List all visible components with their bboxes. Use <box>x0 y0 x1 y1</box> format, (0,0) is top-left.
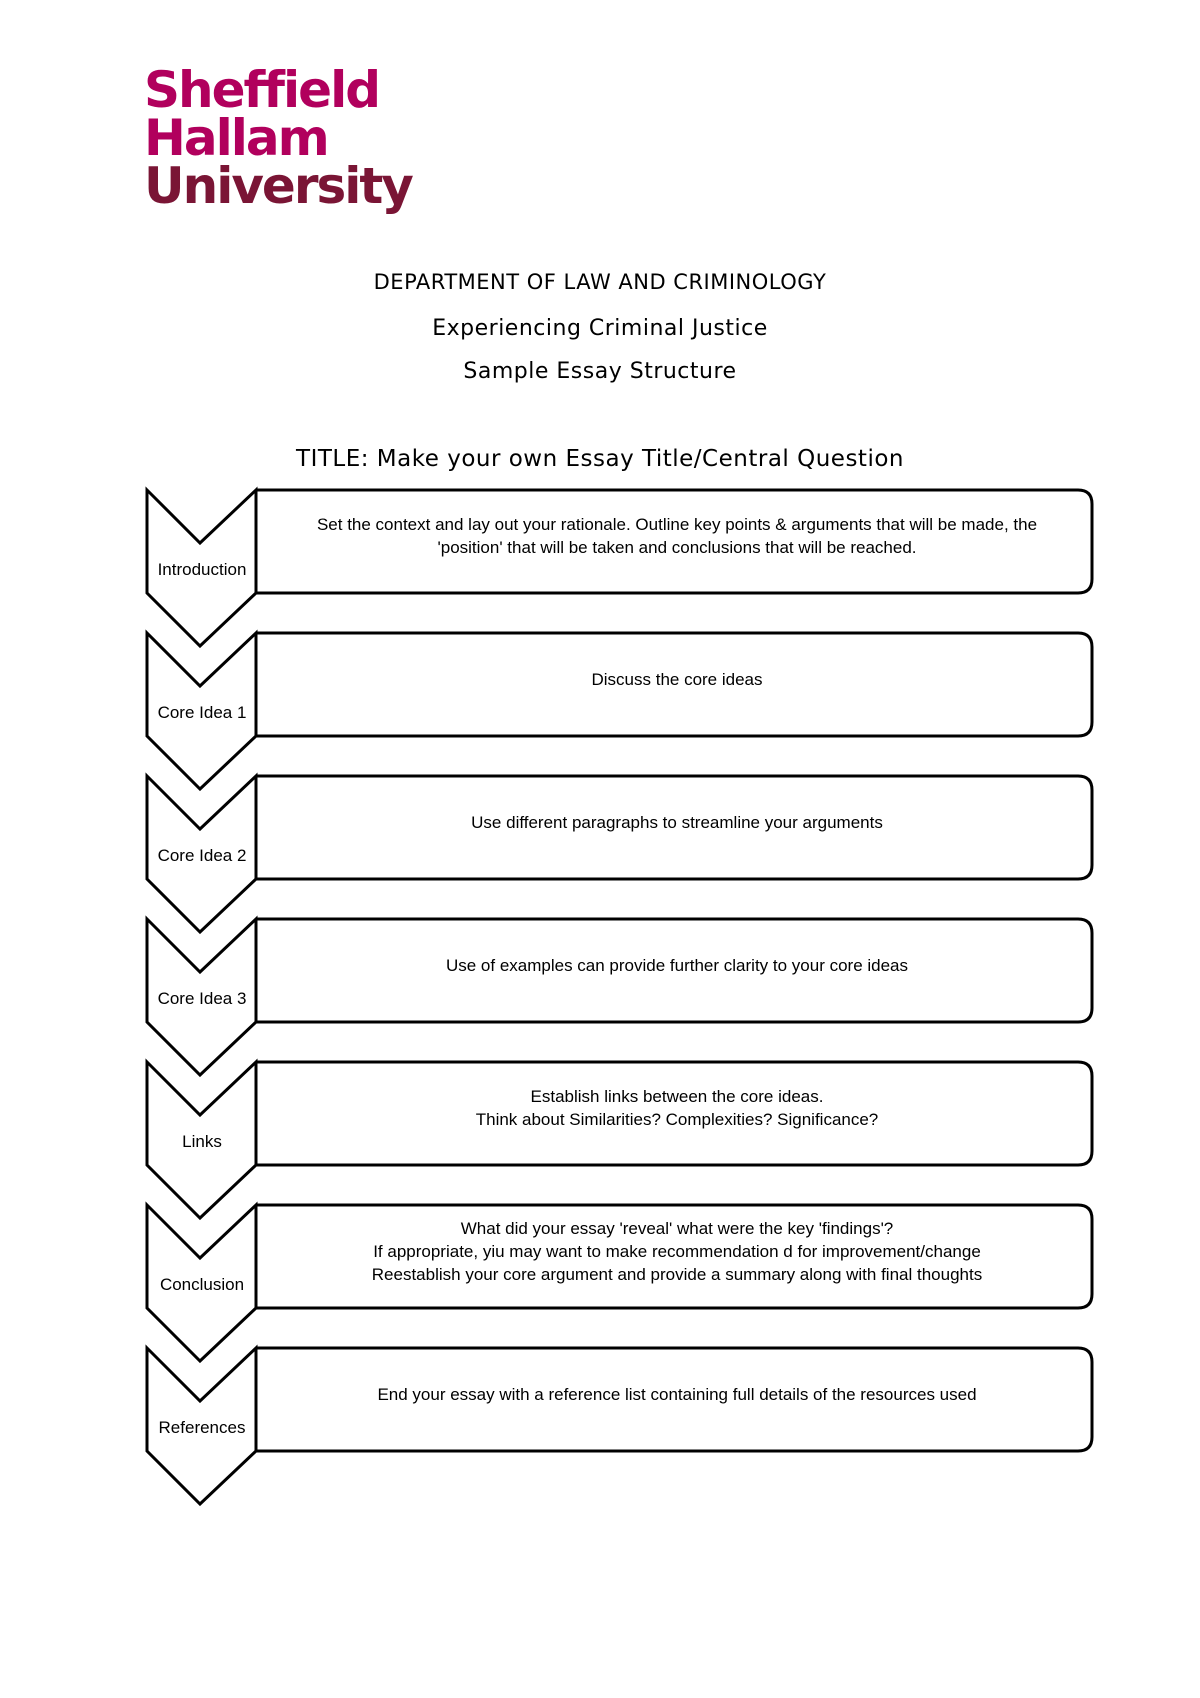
step-label-core-idea-2: Core Idea 2 <box>157 846 247 865</box>
step-label-links: Links <box>182 1132 222 1151</box>
step-description-conclusion <box>262 1217 1092 1286</box>
step-description-introduction <box>262 513 1092 559</box>
department-heading: DEPARTMENT OF LAW AND CRIMINOLOGY <box>373 270 827 294</box>
step-label-introduction: Introduction <box>157 560 247 579</box>
description-line: Discuss the core ideas <box>591 669 763 689</box>
logo-line-sheffield: Sheffield <box>144 61 380 119</box>
step-label-conclusion: Conclusion <box>159 1275 245 1294</box>
description-line: Think about Similarities? Complexities? Significance? <box>475 1110 879 1129</box>
logo-line-university: University <box>144 157 412 215</box>
logo-line-hallam: Hallam <box>144 109 328 167</box>
step-description-core-idea-3 <box>262 954 1092 977</box>
step-label-references: References <box>158 1418 246 1437</box>
step-label-core-idea-1: Core Idea 1 <box>157 703 247 722</box>
description-line: End your essay with a reference list containing full details of the resources used <box>377 1384 977 1404</box>
description-line: Use of examples can provide further clarity to your core ideas <box>445 955 909 975</box>
essay-title-line: TITLE: Make your own Essay Title/Central Question <box>296 446 904 472</box>
document-subtitle: Sample Essay Structure <box>463 359 737 384</box>
description-line: 'position' that will be taken and conclusions that will be reached. <box>437 538 917 557</box>
step-description-core-idea-1 <box>262 668 1092 691</box>
step-description-references <box>262 1383 1092 1406</box>
description-line: What did your essay 'reveal' what were the key 'findings'? <box>460 1218 894 1238</box>
description-line: Reestablish your core argument and provide a summary along with final thoughts <box>371 1264 983 1284</box>
step-label-core-idea-3: Core Idea 3 <box>157 989 247 1008</box>
description-line: Use different paragraphs to streamline your arguments <box>471 812 883 832</box>
step-description-links <box>262 1085 1092 1131</box>
step-description-core-idea-2 <box>262 811 1092 834</box>
course-title: Experiencing Criminal Justice <box>432 316 768 341</box>
description-line: If appropriate, yiu may want to make recommendation d for improvement/change <box>373 1241 981 1261</box>
description-line: Establish links between the core ideas. <box>530 1087 824 1106</box>
description-line: Set the context and lay out your rationale. Outline key points & arguments that will be made, the <box>316 515 1038 534</box>
